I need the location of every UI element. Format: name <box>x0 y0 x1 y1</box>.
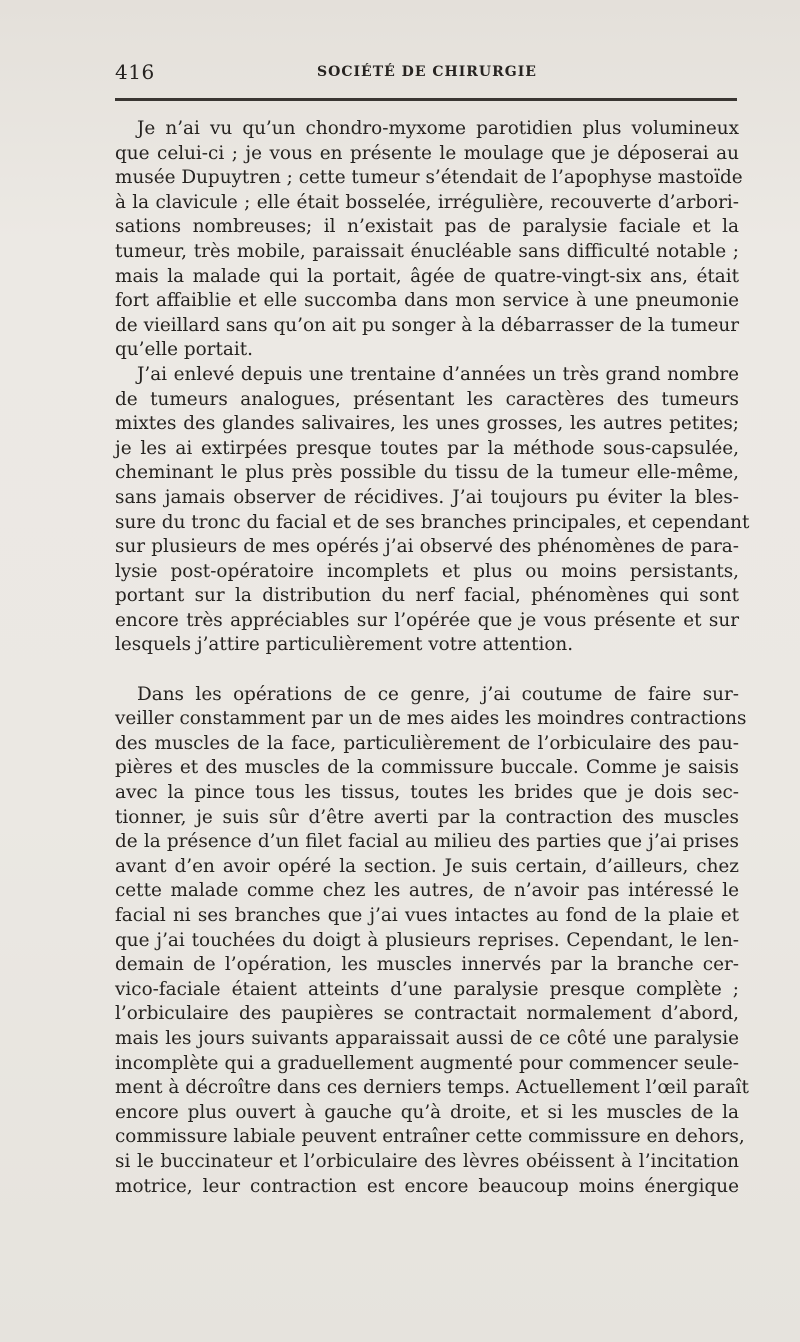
text-line: vico-faciale étaient atteints d’une paralysie presque complète ; <box>115 978 739 1000</box>
text-line: tumeur, très mobile, paraissait énucléable sans difficulté notable ; <box>115 240 739 262</box>
text-line: motrice, leur contraction est encore beaucoup moins énergique <box>115 1175 739 1197</box>
text-line: à la clavicule ; elle était bosselée, irrégulière, recouverte d’arbori- <box>115 191 739 213</box>
text-line: que j’ai touchées du doigt à plusieurs reprises. Cependant, le len- <box>115 929 739 951</box>
text-line: des muscles de la face, particulièrement de l’orbiculaire des pau- <box>115 732 739 754</box>
text-line: sations nombreuses; il n’existait pas de paralysie faciale et la <box>115 216 739 238</box>
text-line: sur plusieurs de mes opérés j’ai observé des phénomènes de para- <box>115 536 739 558</box>
paragraph-gap <box>115 658 739 683</box>
text-line: tionner, je suis sûr d’être averti par la contraction des muscles <box>115 806 739 828</box>
text-line: je les ai extirpées presque toutes par la méthode sous-capsulée, <box>115 437 739 459</box>
running-head: SOCIÉTÉ DE CHIRURGIE <box>317 64 537 80</box>
text-line: cheminant le plus près possible du tissu de la tumeur elle-même, <box>115 462 739 484</box>
text-line: sure du tronc du facial et de ses branches principales, et cependant <box>115 511 750 533</box>
text-line: encore plus ouvert à gauche qu’à droite, et si les muscles de la <box>115 1101 739 1123</box>
text-line: demain de l’opération, les muscles innervés par la branche cer- <box>115 954 739 976</box>
text-line: cette malade comme chez les autres, de n’avoir pas intéressé le <box>115 880 739 902</box>
text-line: si le buccinateur et l’orbiculaire des lèvres obéissent à l’incitation <box>115 1150 739 1172</box>
text-line: de tumeurs analogues, présentant les caractères des tumeurs <box>115 388 739 410</box>
body-text <box>115 117 750 1199</box>
text-line: qu’elle portait. <box>115 339 253 361</box>
text-line: ment à décroître dans ces derniers temps. Actuellement l’œil paraît <box>115 1077 749 1099</box>
text-line: de la présence d’un filet facial au milieu des parties que j’ai prises <box>115 831 739 853</box>
header-rule <box>115 98 737 101</box>
text-line: veiller constamment par un de mes aides les moindres contractions <box>115 708 747 730</box>
text-line: incomplète qui a graduellement augmenté pour commencer seule- <box>115 1052 739 1074</box>
text-line: musée Dupuytren ; cette tumeur s’étendait de l’apophyse mastoïde <box>115 167 743 189</box>
text-line: mixtes des glandes salivaires, les unes grosses, les autres petites; <box>115 413 739 435</box>
text-line: lesquels j’attire particulièrement votre attention. <box>115 634 574 656</box>
text-line: de vieillard sans qu’on ait pu songer à la débarrasser de la tumeur <box>115 314 739 336</box>
text-line: facial ni ses branches que j’ai vues intactes au fond de la plaie et <box>115 905 739 926</box>
text-line: avant d’en avoir opéré la section. Je suis certain, d’ailleurs, chez <box>115 855 739 877</box>
page-header <box>115 60 739 88</box>
text-line: avec la pince tous les tissus, toutes les brides que je dois sec- <box>115 782 739 804</box>
page-number: 416 <box>115 60 155 84</box>
text-line: l’orbiculaire des paupières se contractait normalement d’abord, <box>115 1003 739 1025</box>
text-line: encore très appréciables sur l’opérée que je vous présente et sur <box>115 609 739 631</box>
text-line: Dans les opérations de ce genre, j’ai coutume de faire sur- <box>137 683 739 705</box>
text-line: que celui-ci ; je vous en présente le moulage que je déposerai au <box>115 142 739 164</box>
text-line: J’ai enlevé depuis une trentaine d’années un très grand nombre <box>137 363 739 385</box>
text-line: Je n’ai vu qu’un chondro-myxome parotidien plus volumineux <box>137 118 739 139</box>
text-line: lysie post-opératoire incomplets et plus ou moins persistants, <box>115 560 739 582</box>
text-line: pières et des muscles de la commissure buccale. Comme je saisis <box>115 757 739 779</box>
text-line: commissure labiale peuvent entraîner cette commissure en dehors, <box>115 1126 745 1148</box>
text-line: mais la malade qui la portait, âgée de quatre-vingt-six ans, était <box>115 265 739 287</box>
text-line: sans jamais observer de récidives. J’ai toujours pu éviter la bles- <box>115 486 739 508</box>
text-line: fort affaiblie et elle succomba dans mon service à une pneumonie <box>115 290 739 312</box>
text-line: mais les jours suivants apparaissait aussi de ce côté une paralysie <box>115 1027 739 1049</box>
text-line: portant sur la distribution du nerf facial, phénomènes qui sont <box>115 585 739 607</box>
